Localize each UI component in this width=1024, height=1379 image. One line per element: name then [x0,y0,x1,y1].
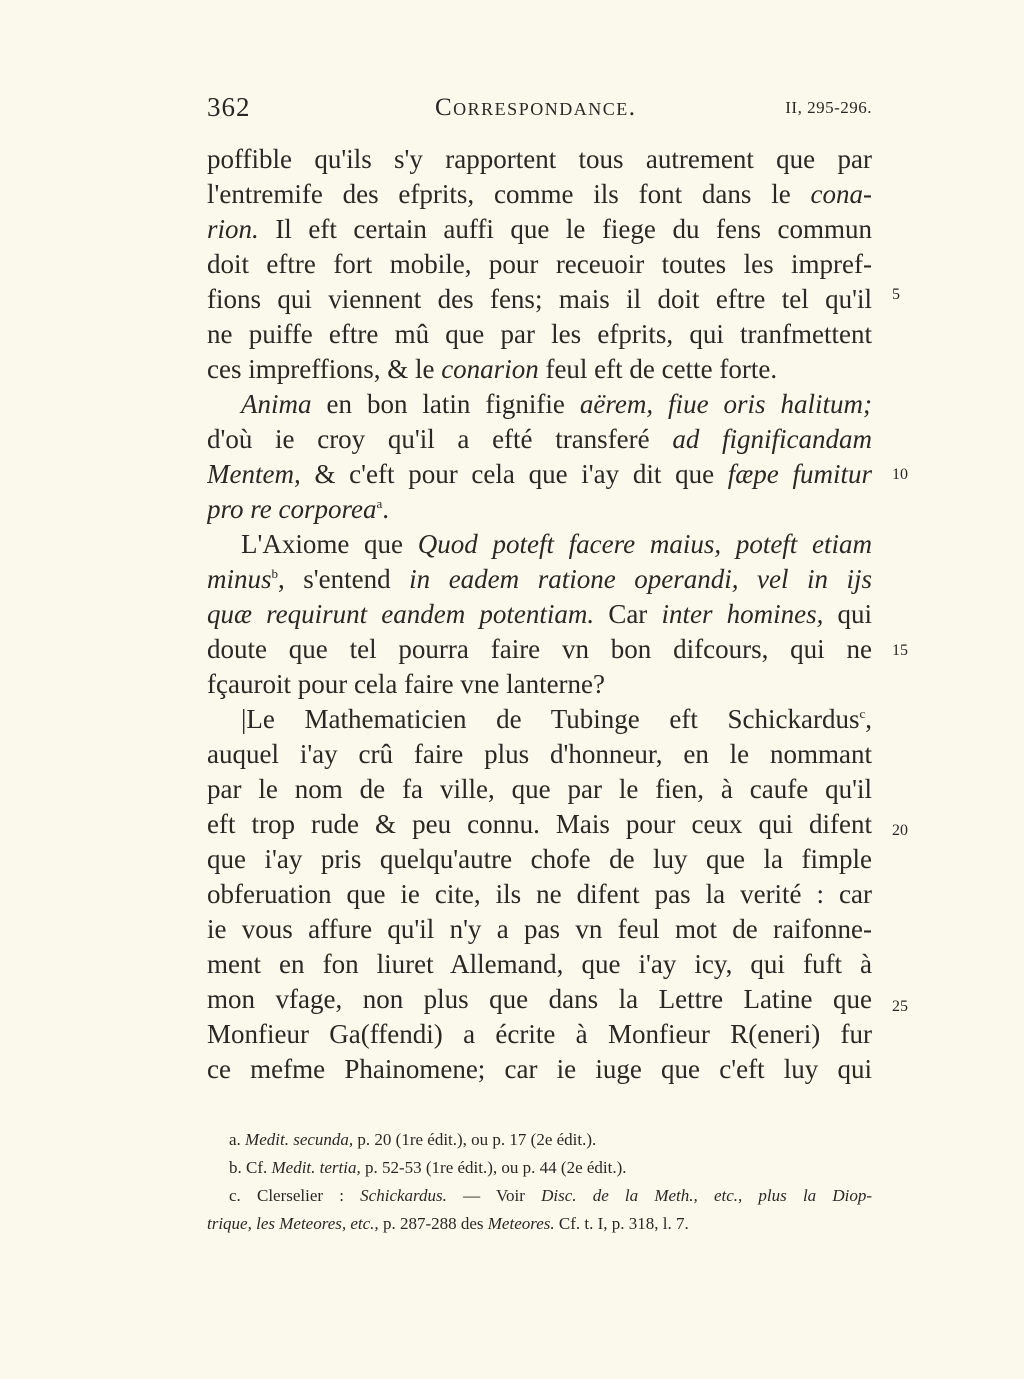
footnotes [207,1126,872,1238]
text-line: minus$^b$, s'entend in eadem ratione operandi, vel in ijs [207,564,872,594]
page-header [207,92,872,132]
text-line: doit eftre fort mobile, pour receuoir toutes les impref- [207,249,872,279]
text-line: obferuation que ie cite, ils ne difent pas la verité : car [207,879,872,909]
line-number-15: 15 [892,642,908,659]
footnote-a: a. Medit. secunda, p. 20 (1re édit.), ou p. 17 (2e édit.). [229,1130,597,1149]
text-line: d'où ie croy qu'il a efté transferé ad fignificandam [207,424,872,454]
text-line: mon vfage, non plus que dans la Lettre Latine que [207,984,872,1014]
main-text [207,142,872,1087]
line-number-25: 25 [892,998,908,1015]
text-line: poffible qu'ils s'y rapportent tous autrement que par [207,144,872,174]
page-number: 362 [207,92,251,122]
line-number-5: 5 [892,286,900,303]
running-title: Correspondance. [435,94,637,121]
text-line: |Le Mathematicien de Tubinge eft Schickardus$^c$, [241,704,872,734]
footnote-c-continued: trique, les Meteores, etc., p. 287-288 des Meteores. Cf. t. I, p. 318, l. 7. [207,1214,689,1233]
text-line: eft trop rude & peu connu. Mais pour ceux qui difent [207,809,872,839]
text-line: que i'ay pris quelqu'autre chofe de luy que la fimple [207,844,872,874]
text-line: auquel i'ay crû faire plus d'honneur, en le nommant [207,739,872,769]
text-line: Monfieur Ga(ffendi) a écrite à Monfieur R(eneri) fur [207,1019,872,1049]
text-line: fçauroit pour cela faire vne lanterne? [207,669,606,699]
line-number-20: 20 [892,822,908,839]
text-line: pro re corporea$^a$. [207,494,390,524]
text-line: L'Axiome que Quod poteft facere maius, poteft etiam [241,529,872,559]
text-line: fions qui viennent des fens; mais il doit eftre tel qu'il [207,284,872,314]
line-number-10: 10 [892,466,908,483]
text-line: quæ requirunt eandem potentiam. Car inter homines, qui [207,599,872,629]
text-line: ces impreffions, & le conarion feul eft de cette forte. [207,354,778,384]
text-line: Anima en bon latin fignifie aërem, fiue oris halitum; [241,389,872,419]
text-line: ne puiffe eftre mû que par les efprits, qui tranfmettent [207,319,872,349]
text-line: rion. Il eft certain auffi que le fiege du fens commun [207,214,872,244]
footnote-ref-b[interactable]: b [271,566,279,581]
edition-reference: II, 295-296. [785,98,872,117]
footnote-c: c. Clerselier : Schickardus. — Voir Disc. de la Meth., etc., plus la Diop- [229,1186,872,1205]
text-line: doute que tel pourra faire vn bon difcours, qui ne [207,634,872,664]
footnote-ref-c[interactable]: c [859,706,866,721]
text-line: Mentem, & c'eft pour cela que i'ay dit que fæpe fumitur [207,459,872,489]
footnote-ref-a[interactable]: a [376,496,383,511]
text-line: ie vous affure qu'il n'y a pas vn feul mot de raifonne- [207,914,872,944]
text-line: l'entremife des efprits, comme ils font dans le cona- [207,179,872,209]
text-line: ment en fon liuret Allemand, que i'ay icy, qui fuft à [207,949,872,979]
text-line: par le nom de fa ville, que par le fien, à caufe qu'il [207,774,872,804]
footnote-b: b. Cf. Medit. tertia, p. 52-53 (1re édit.), ou p. 44 (2e édit.). [229,1158,627,1177]
text-line: ce mefme Phainomene; car ie iuge que c'eft luy qui [207,1054,872,1084]
